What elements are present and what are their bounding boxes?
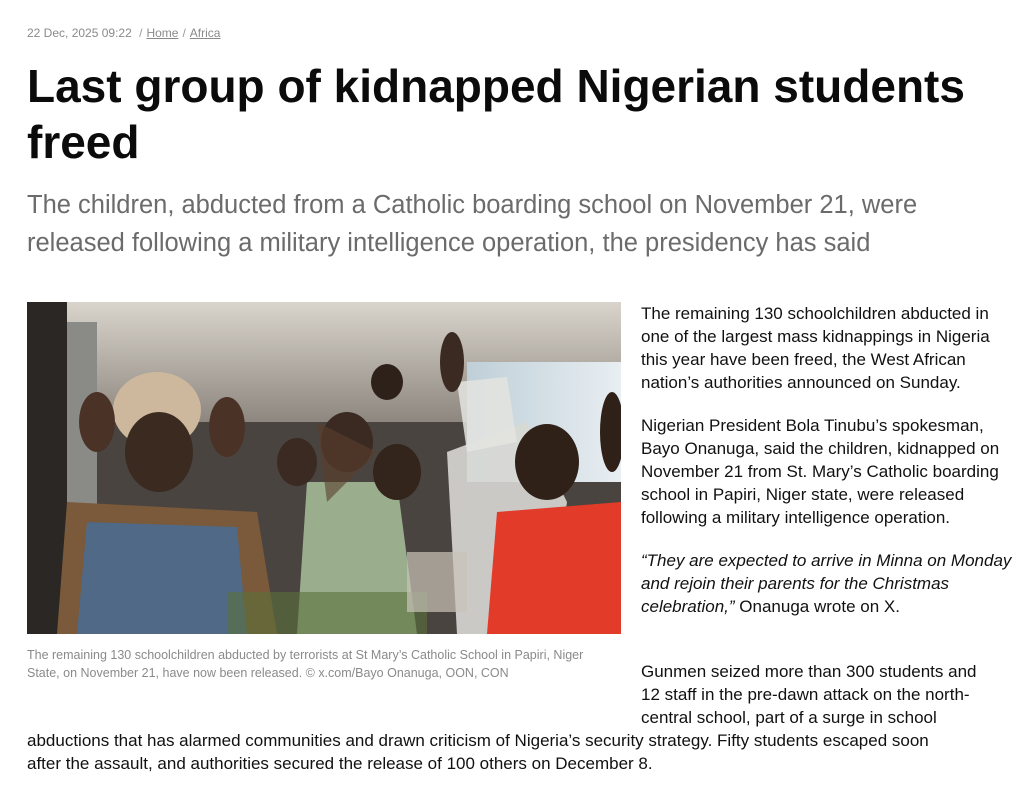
photo-illustration (27, 302, 621, 634)
article-subheadline: The children, abducted from a Catholic boarding school on November 21, were released following a military intelligence operation, the presidency has said (27, 191, 918, 257)
breadcrumb-home-link[interactable]: Home (146, 26, 179, 40)
article-meta (27, 25, 220, 41)
breadcrumb-separator: / (139, 26, 143, 40)
article-headline: Last group of kidnapped Nigerian students freed (27, 60, 965, 168)
breadcrumb-separator: / (182, 26, 186, 40)
paragraph-line: after the assault, and authorities secured the release of 100 others on December 8. (27, 754, 653, 773)
quote-attribution: Onanuga wrote on X. (734, 597, 900, 616)
publish-timestamp: 22 Dec, 2025 09:22 (27, 26, 132, 40)
photo-caption: The remaining 130 schoolchildren abducted by terrorists at St Mary’s Catholic School in Papiri, Niger State, on November 21, have now been released. © x.com/Bayo Onanuga, OON, CON (27, 648, 584, 680)
paragraph-line: 12 staff in the pre-dawn attack on the north- (641, 685, 970, 704)
quote-paragraph (641, 549, 1013, 618)
paragraph-line: abductions that has alarmed communities and drawn criticism of Nigeria’s security strategy. Fifty students escaped soon (27, 731, 929, 750)
body-paragraph-wrapped (27, 660, 1017, 775)
body-paragraph: The remaining 130 schoolchildren abducted in one of the largest mass kidnappings in Nigeria this year have been freed, the West African nation’s authorities announced on Sunday. (641, 304, 990, 392)
article-photo[interactable] (27, 302, 621, 634)
article-body-column (641, 302, 1013, 638)
quote-text: “They are expected to arrive in Minna on Monday and rejoin their parents for the Christmas celebration,” (641, 551, 1012, 616)
paragraph-line: Gunmen seized more than 300 students and (641, 662, 977, 681)
body-paragraph: Nigerian President Bola Tinubu’s spokesman, Bayo Onanuga, said the children, kidnapped on November 21 from St. Mary’s Catholic boarding school in Papiri, Niger state, were released following a military intelligence operation. (641, 416, 1000, 527)
paragraph-line: central school, part of a surge in school (641, 708, 937, 727)
breadcrumb-africa-link[interactable]: Africa (189, 26, 221, 40)
